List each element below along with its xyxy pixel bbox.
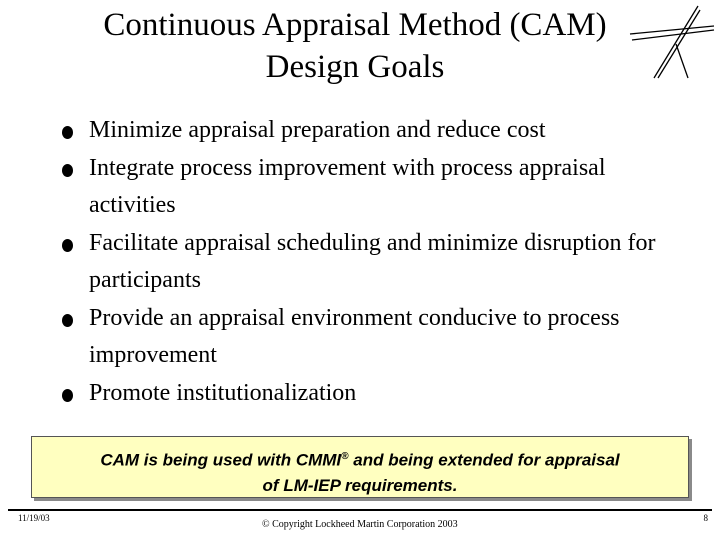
footer-copyright: © Copyright Lockheed Martin Corporation 2003	[262, 519, 458, 530]
bullet-text: Minimize appraisal preparation and reduce cost	[89, 117, 546, 143]
callout-line-2: of LM-IEP requirements.	[262, 475, 458, 495]
registered-mark: ®	[341, 451, 349, 462]
slide-title-line-2: Design Goals	[265, 49, 445, 85]
callout-text-start: CAM is being used with CMMI	[100, 450, 342, 470]
bullet-item	[62, 150, 682, 224]
footer-divider	[8, 509, 712, 511]
bullet-item	[62, 300, 682, 374]
bullet-text: Provide an appraisal environment conducive to process improvement	[89, 305, 620, 368]
bullet-icon	[62, 239, 73, 252]
footer-date: 11/19/03	[18, 513, 50, 523]
bullet-item	[62, 225, 682, 299]
bullet-item	[62, 375, 682, 412]
bullet-text: Integrate process improvement with process appraisal activities	[89, 155, 606, 218]
callout-text-end: and being extended for appraisal	[348, 450, 620, 470]
bullet-icon	[62, 389, 73, 402]
callout-line-1	[32, 444, 688, 473]
slide-title-line-1: Continuous Appraisal Method (CAM)	[103, 7, 607, 43]
bullet-icon	[62, 164, 73, 177]
bullet-icon	[62, 314, 73, 327]
bullet-item	[62, 112, 682, 149]
bullet-text: Promote institutionalization	[89, 380, 357, 406]
slide-title	[40, 4, 670, 88]
bullet-list	[62, 112, 682, 413]
bullet-icon	[62, 126, 73, 139]
lockheed-martin-star-logo-icon	[628, 4, 716, 80]
page-number: 8	[703, 513, 708, 523]
callout-box	[31, 436, 689, 498]
bullet-text: Facilitate appraisal scheduling and minimize disruption for participants	[89, 230, 656, 293]
